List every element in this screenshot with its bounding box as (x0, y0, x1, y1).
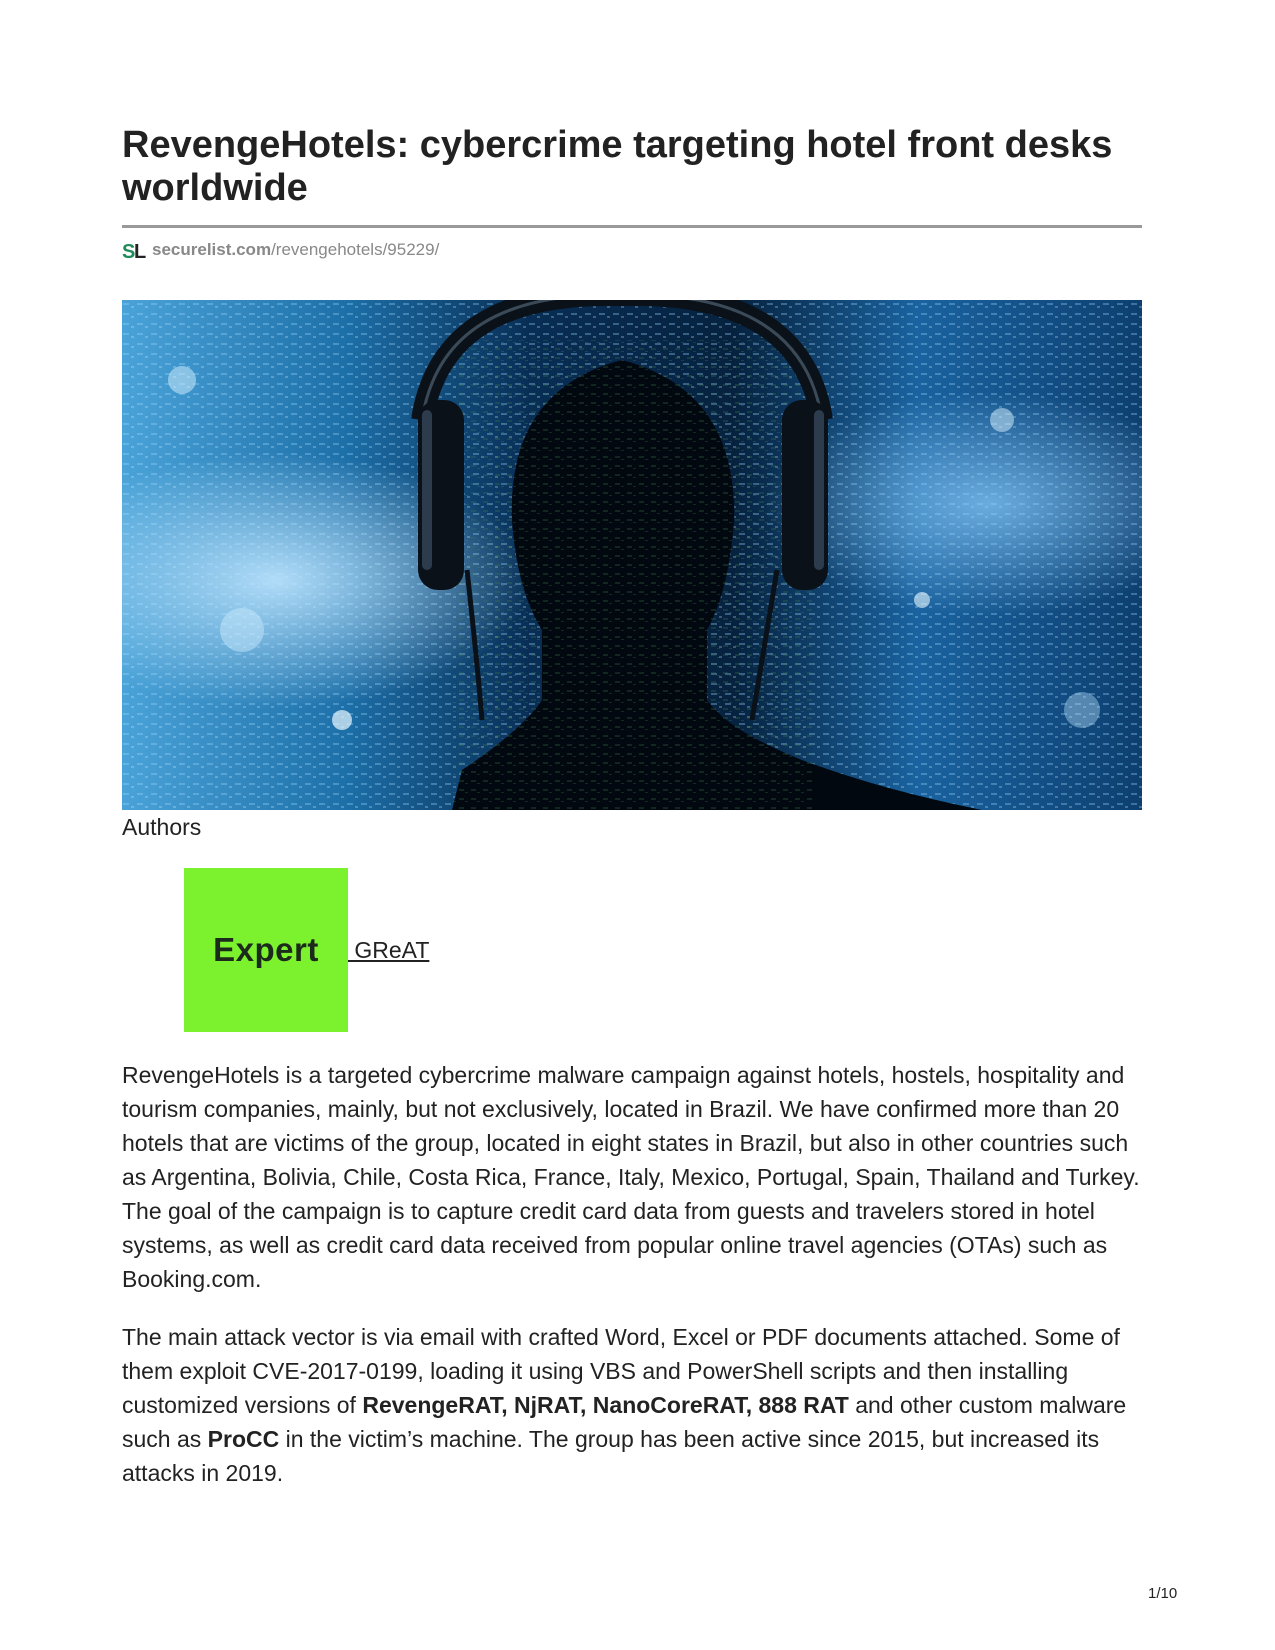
svg-text:S: S (122, 241, 136, 262)
paragraph-text: The main attack vector is via email with crafted Word, Excel or PDF documents attached. Some of them exploit CVE-2017-0199, loading it using VBS and PowerShell scripts and then installing customized versions of (122, 1324, 1120, 1418)
svg-text:L: L (134, 241, 146, 262)
author-avatar[interactable] (184, 868, 348, 1032)
hacker-silhouette-headphones-image (122, 300, 1142, 810)
title-divider (122, 225, 1142, 228)
paragraph-text: in the victim’s machine. The group has been active since 2015, but increased its attacks in 2019. (122, 1426, 1100, 1486)
hero-image (122, 300, 1142, 810)
source-domain: securelist.com (152, 240, 272, 259)
page-title: RevengeHotels: cybercrime targeting hotel front desks worldwide (122, 124, 1113, 209)
author-name-link[interactable]: GReAT (348, 937, 430, 963)
source-path: /revengehotels/95229/ (271, 240, 440, 259)
intro-paragraph: RevengeHotels is a targeted cybercrime malware campaign against hotels, hostels, hospitality and tourism companies, mainly, but not exclusively, located in Brazil. We have confirmed more than 20 hotels that are victims of the group, located in eight states in Brazil, but also in other countries such as Argentina, Bolivia, Chile, Costa Rica, France, Italy, Mexico, Portugal, Spain, Thailand and Turkey. The goal of the campaign is to capture credit card data from guests and travelers stored in hotel systems, as well as credit card data received from popular online travel agencies (OTAs) such as Booking.com. (122, 1062, 1140, 1292)
paragraph-text: and other custom malware such as (122, 1392, 1127, 1452)
malware-names: RevengeRAT, NjRAT, NanoCoreRAT, 888 RAT (362, 1392, 849, 1418)
expert-badge-text: Expert (213, 931, 319, 968)
authors-label: Authors (122, 814, 202, 840)
securelist-sl-logo-icon (122, 238, 146, 262)
page-number: 1/10 (1148, 1585, 1178, 1602)
attack-vector-paragraph (122, 1320, 1152, 1490)
procc-name: ProCC (207, 1426, 280, 1452)
source-link[interactable] (122, 238, 439, 262)
